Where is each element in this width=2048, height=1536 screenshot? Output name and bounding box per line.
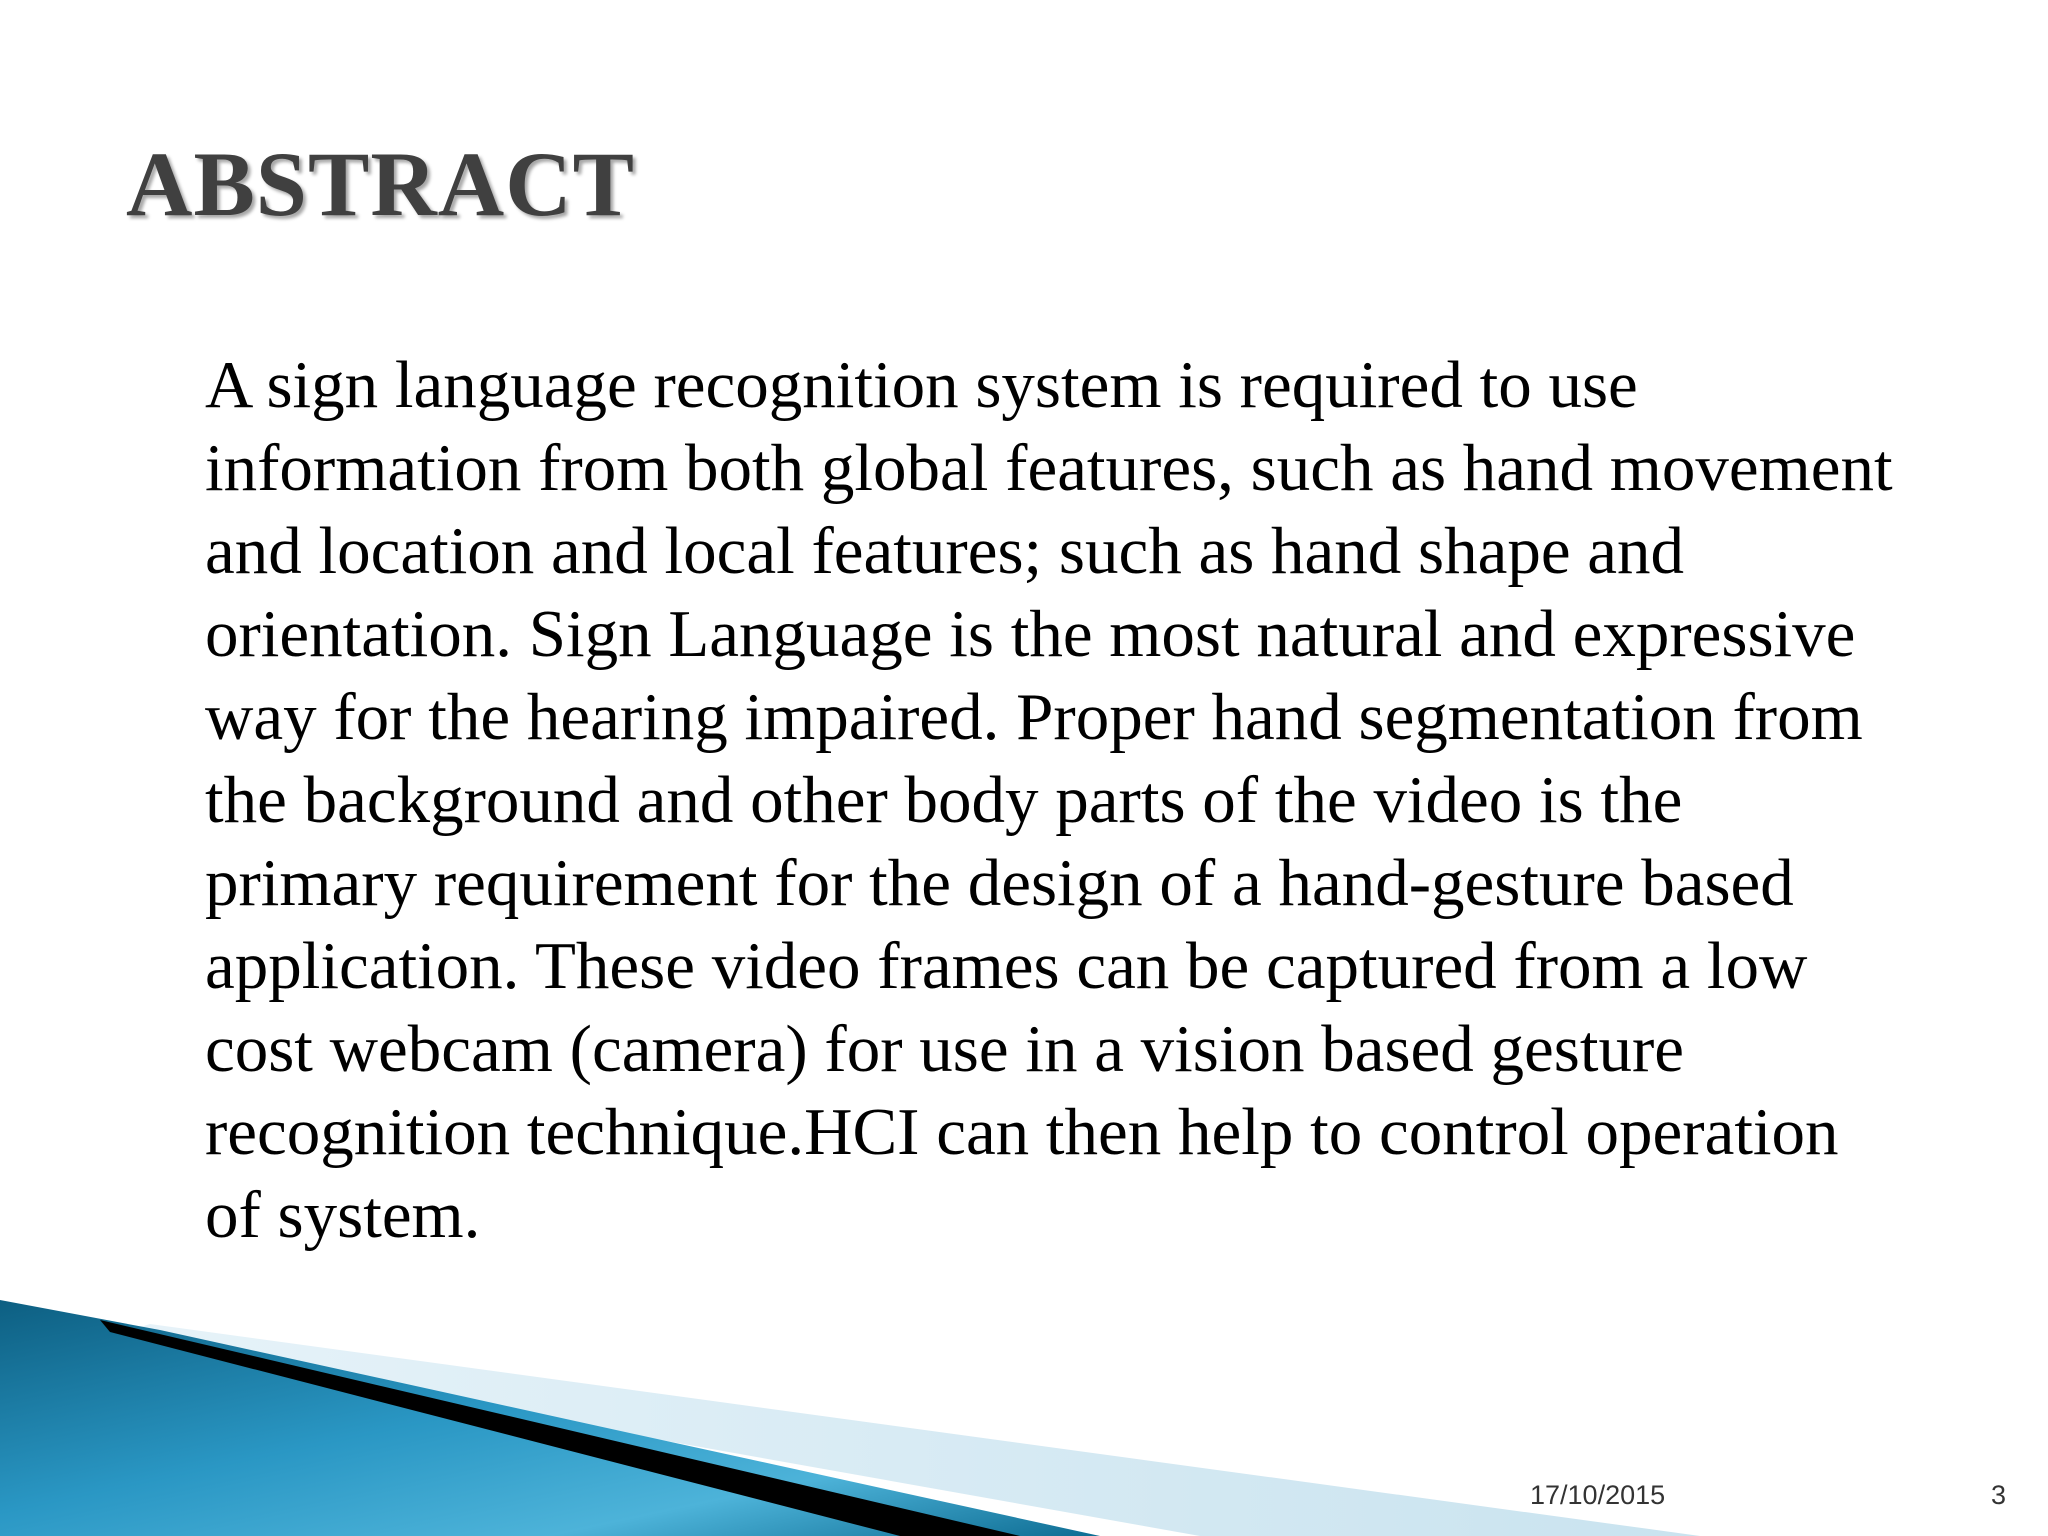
body-line: information from both global features, such as hand movement <box>205 431 1893 505</box>
body-line: and location and local features; such as hand shape and <box>205 514 1685 588</box>
body-line: the background and other body parts of the video is the <box>205 763 1683 837</box>
body-line: A sign language recognition system is required to use <box>205 348 1638 422</box>
page-number: 3 <box>1990 1480 2006 1510</box>
footer-date: 17/10/2015 <box>1530 1480 1666 1510</box>
body-line: primary requirement for the design of a hand-gesture based <box>205 846 1794 920</box>
body-line: way for the hearing impaired. Proper hand segmentation from <box>205 680 1863 754</box>
theme-wave-decoration <box>0 1260 2048 1536</box>
body-line: orientation. Sign Language is the most natural and expressive <box>205 597 1856 671</box>
body-line: of system. <box>205 1178 481 1252</box>
body-line: application. These video frames can be captured from a low <box>205 929 1808 1003</box>
body-line: recognition technique.HCI can then help to control operation <box>205 1095 1839 1169</box>
slide-title: ABSTRACT <box>126 133 636 235</box>
body-line: cost webcam (camera) for use in a vision based gesture <box>205 1012 1685 1086</box>
abstract-body <box>205 344 1995 1257</box>
